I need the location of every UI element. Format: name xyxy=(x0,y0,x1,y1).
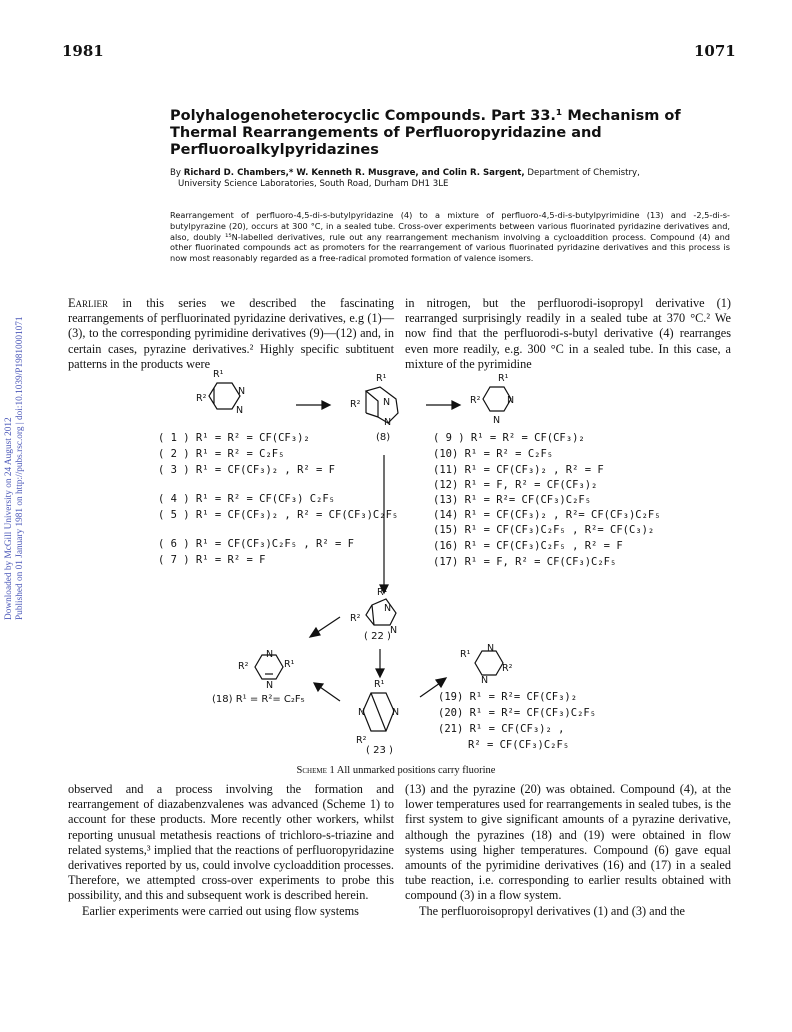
by-word: By xyxy=(170,168,181,178)
affiliation-line-2: University Science Laboratories, South Road, Durham DH1 3LE xyxy=(178,179,449,189)
reaction-scheme xyxy=(0,369,792,760)
structure-8-n2: N xyxy=(384,417,392,428)
compound-2: ( 2 ) R¹ = R² = C₂F₅ xyxy=(158,448,285,460)
structure-22-r1: R¹ xyxy=(377,587,388,598)
right-compound-list xyxy=(433,432,661,568)
structure-23-r2: R² xyxy=(356,735,367,746)
compound-10: (10) R¹ = R² = C₂F₅ xyxy=(433,448,554,460)
structure-8 xyxy=(366,387,398,423)
compound-1: ( 1 ) R¹ = R² = CF(CF₃)₂ xyxy=(158,432,310,444)
structure-8-r1: R¹ xyxy=(376,373,387,384)
pyrazine-right-n2: N xyxy=(481,675,489,686)
label-18: (18) R¹ = R²= C₂F₅ xyxy=(212,694,305,705)
right-column-top-text: in nitrogen, but the perfluorodi-isopropyl derivative (1) rearranged surprisingly readily in a sealed tube at 370 °C.² We now find that the perfluorodi-s-butyl derivative (4) rearranges even more readily, e.g. 300 °C in a sealed tube. In this case, a mixture of the pyrimidine xyxy=(405,296,731,371)
author-names: Richard D. Chambers,* W. Kenneth R. Musgrave, and Colin R. Sargent, xyxy=(183,168,525,178)
right-column-top xyxy=(405,296,731,372)
compound-5: ( 5 ) R¹ = CF(CF₃)₂ , R² = CF(CF₃)C₂F₅ xyxy=(158,509,399,521)
structure-23-n2: N xyxy=(392,707,400,718)
structure-18-n1: N xyxy=(266,649,274,660)
left-column-top-text: in this series we described the fascinating rearrangements of perfluorinated pyridazine derivatives, e.g (1)—(3), to the corresponding pyrimidine derivatives (9)—(12) and, in certain cases, pyrazine derivatives.² Highly specific subtituent patterns in the products were xyxy=(68,296,394,371)
label-23: ( 23 ) xyxy=(366,745,393,756)
left-page-number: 1981 xyxy=(62,42,104,60)
compound-15: (15) R¹ = CF(CF₃)C₂F₅ , R²= CF(C₃)₂ xyxy=(433,524,655,536)
scheme-caption xyxy=(0,765,792,776)
compound-17: (17) R¹ = F, R² = CF(CF₃)C₂F₅ xyxy=(433,556,617,568)
label-8: (8) xyxy=(376,432,391,443)
structure-22-n2: N xyxy=(390,625,398,636)
right-column-paragraph-1: (13) and the pyrazine (20) was obtained. Compound (4), at the lower temperatures used for rearrangements in sealed tubes, is the first system to give significant amounts of a pyrazine derivative, although the pyrazines (18) and (19) were obtained in flow systems using higher temperatures. Compound (6) gave equal amounts of the pyrimidine derivatives (16) and (17) in a sealed tube reaction, i.e. corresponding to earlier results obtained with compound (3) in a flow system. xyxy=(405,782,731,903)
abstract: Rearrangement of perfluoro-4,5-di-s-butylpyridazine (4) to a mixture of perfluoro-4,5-di-s-butylpyrimidine (13) and -2,5-di-s-butylpyrazine (20), occurs at 300 °C, in a sealed tube. Cross-over experiments between various fluorinated pyridazine derivatives and, also, doubly ¹⁵N-labelled derivatives, rule out any rearrangement mechanism involving a cycloaddition process. Compound (4) and other fluorinated compounds act as promoters for the rearrangement of various fluorinated pyridazine derivatives and this process is now most reasonably regarded as a free-radical promoted formation of valence isomers. xyxy=(170,210,730,264)
arrow-down-2 xyxy=(376,649,384,677)
arrow-from-23-to-18 xyxy=(314,683,340,701)
label-22: ( 22 ) xyxy=(364,631,391,642)
compound-16: (16) R¹ = CF(CF₃)C₂F₅ , R² = F xyxy=(433,540,623,552)
pyridazine-n1: N xyxy=(238,386,246,397)
compound-9: ( 9 ) R¹ = R² = CF(CF₃)₂ xyxy=(433,432,585,444)
structure-pyrazine-right xyxy=(475,651,503,675)
pyrazine-right-r2: R² xyxy=(502,663,513,674)
left-column-paragraph-1: observed and a process involving the formation and rearrangement of diazabenzvalenes was advanced (Scheme 1) to account for these products. More recently other workers, whilst reporting unusual metathesis reactions of trichloro-s-triazine and related systems,³ implied that the reactions of perfluoropyridazine derivatives reported by us, could involve cycloaddition processes. Therefore, we attempted cross-over experiments to probe this possibility, and this and subsequent work is described herein. xyxy=(68,782,394,903)
left-column-bottom xyxy=(68,782,394,919)
compound-4: ( 4 ) R¹ = R² = CF(CF₃) C₂F₅ xyxy=(158,493,336,505)
structure-18-r1: R¹ xyxy=(284,659,295,670)
lead-word: Earlier xyxy=(68,296,109,310)
compound-11: (11) R¹ = CF(CF₃)₂ , R² = F xyxy=(433,464,604,476)
pyridazine-n2: N xyxy=(236,405,244,416)
structure-23-n1: N xyxy=(358,707,366,718)
caption-text: 1 All unmarked positions carry fluorine xyxy=(326,765,496,776)
pyrimidine-r1: R¹ xyxy=(498,373,509,384)
download-notice-line-1: Downloaded by McGill University on 24 August 2012 xyxy=(4,417,14,620)
compound-6: ( 6 ) R¹ = CF(CF₃)C₂F₅ , R² = F xyxy=(158,538,354,550)
bottom-right-compound-list xyxy=(438,691,596,751)
affiliation-line-1: Department of Chemistry, xyxy=(527,168,640,178)
structure-22-n1: N xyxy=(384,603,392,614)
structure-22-r2: R² xyxy=(350,613,361,624)
pyrazine-right-r1: R¹ xyxy=(460,649,471,660)
pyridazine-r1: R¹ xyxy=(213,369,224,380)
arrow-to-18 xyxy=(310,617,340,637)
structure-18-n2: N xyxy=(266,680,274,691)
author-block xyxy=(170,168,730,190)
compound-7: ( 7 ) R¹ = R² = F xyxy=(158,554,266,566)
right-column-paragraph-2: The perfluoroisopropyl derivatives (1) and (3) and the xyxy=(419,903,686,918)
compound-21: (21) R¹ = CF(CF₃)₂ , xyxy=(438,723,565,735)
pyrimidine-n2: N xyxy=(493,415,501,426)
structure-18-r2: R² xyxy=(238,661,249,672)
compound-20: (20) R¹ = R²= CF(CF₃)C₂F₅ xyxy=(438,707,597,719)
arrow-2 xyxy=(426,401,460,409)
structure-8-r2: R² xyxy=(350,399,361,410)
right-page-number: 1071 xyxy=(694,42,736,60)
compound-3: ( 3 ) R¹ = CF(CF₃)₂ , R² = F xyxy=(158,464,336,476)
pyrimidine-r2: R² xyxy=(470,395,481,406)
left-column-paragraph-2: Earlier experiments were carried out using flow systems xyxy=(82,903,359,918)
scheme-word: Scheme xyxy=(296,765,327,776)
compound-13: (13) R¹ = R²= CF(CF₃)C₂F₅ xyxy=(433,494,592,506)
arrow-1 xyxy=(296,401,330,409)
left-column-top xyxy=(68,296,394,372)
structure-23 xyxy=(363,693,394,731)
structure-22 xyxy=(366,599,396,625)
compound-12: (12) R¹ = F, R² = CF(CF₃)₂ xyxy=(433,479,598,491)
compound-14: (14) R¹ = CF(CF₃)₂ , R²= CF(CF₃)C₂F₅ xyxy=(433,509,661,521)
arrow-down-1 xyxy=(380,455,388,593)
compound-19: (19) R¹ = R²= CF(CF₃)₂ xyxy=(438,691,578,703)
compound-21-r2: R² = CF(CF₃)C₂F₅ xyxy=(468,739,570,751)
paper-title: Polyhalogenoheterocyclic Compounds. Part 33.¹ Mechanism of Thermal Rearrangements of Perfluoropyridazine and Perfluoroalkylpyridazines xyxy=(170,108,681,158)
left-compound-list xyxy=(158,432,398,566)
structure-8-n1: N xyxy=(383,397,391,408)
scheme-drawing xyxy=(0,369,792,760)
right-column-bottom xyxy=(405,782,731,919)
pyrazine-right-n1: N xyxy=(487,643,495,654)
structure-23-r1: R¹ xyxy=(374,679,385,690)
pyrimidine-n1: N xyxy=(507,395,515,406)
download-notice-line-2: Published on 01 January 1981 on http://pubs.rsc.org | doi:10.1039/P19810001071 xyxy=(15,316,25,620)
pyridazine-r2: R² xyxy=(196,393,207,404)
